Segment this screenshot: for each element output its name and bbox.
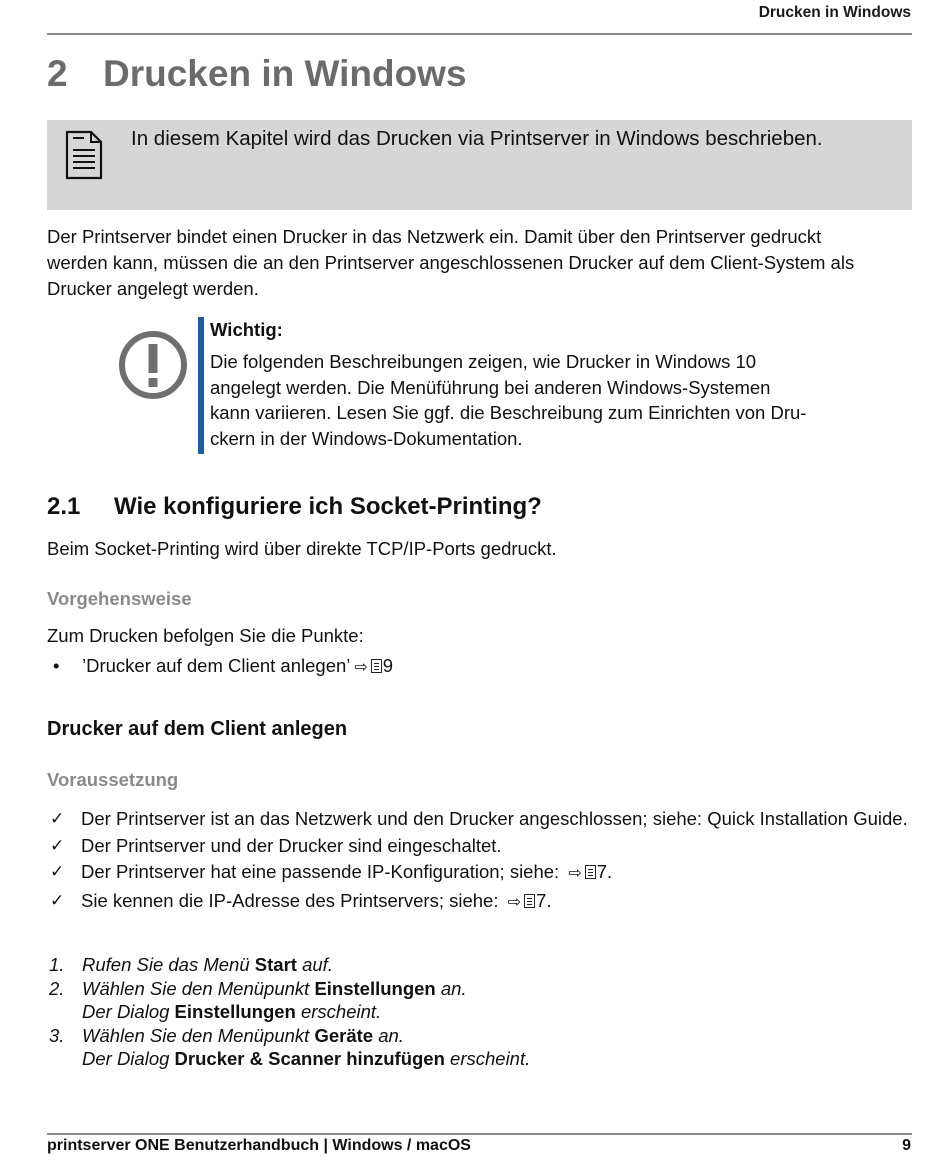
page-ref-icon	[524, 894, 535, 908]
chapter-title	[47, 53, 467, 95]
note-accent-bar	[198, 317, 204, 454]
note-line: Die folgenden Beschreibungen zeigen, wie Drucker in Windows 10	[210, 351, 757, 372]
bullet-marker: •	[53, 655, 60, 676]
intro-text: In diesem Kapitel wird das Drucken via Printserver in Windows beschrieben.	[131, 127, 823, 150]
bullet-link[interactable]: ’Drucker auf dem Client anlegen’	[82, 655, 351, 676]
step-result: Der Dialog	[82, 1048, 175, 1069]
procedure-lead: Zum Drucken befolgen Sie die Punkte:	[47, 625, 364, 646]
footer-text: printserver ONE Benutzerhandbuch | Windows / macOS	[47, 1137, 471, 1154]
note-line: kann variieren. Lesen Sie ggf. die Beschreibung zum Einrichten von Dru-	[210, 402, 807, 423]
prerequisite-text: Der Printserver ist an das Netzwerk und den Drucker angeschlossen; siehe: Quick Installation Guide.	[81, 808, 908, 829]
section-number: 2.1	[47, 493, 81, 520]
checkmark-icon: ✓	[50, 862, 65, 881]
step-text: auf.	[296, 954, 333, 975]
section-title	[47, 493, 542, 521]
step-item	[47, 977, 912, 1024]
list-item	[47, 806, 912, 832]
prerequisite-text: Der Printserver und der Drucker sind eingeschaltet.	[81, 834, 502, 856]
subsection-title: Drucker auf dem Client anlegen	[47, 718, 348, 740]
steps-list	[47, 953, 912, 1071]
page-ref-number[interactable]: 7	[596, 861, 608, 882]
header-rule	[47, 33, 912, 35]
step-result: erscheint.	[295, 1001, 382, 1022]
arrow-right-icon: ⇨	[507, 893, 522, 911]
section-title-text: Wie konfiguriere ich Socket-Printing?	[114, 493, 542, 520]
note-line: angelegt werden. Die Menüführung bei anderen Windows-Systemen	[210, 376, 771, 398]
section-intro: Beim Socket-Printing wird über direkte TCP/IP-Ports gedruckt.	[47, 538, 557, 559]
prerequisite-suffix: .	[546, 889, 552, 911]
checkmark-icon: ✓	[50, 835, 65, 855]
paragraph-line: Drucker angelegt werden.	[47, 278, 259, 299]
list-item	[47, 888, 912, 916]
ui-term: Drucker & Scanner hinzufügen	[174, 1048, 445, 1069]
prerequisites-list	[47, 806, 912, 916]
step-number: 2.	[49, 977, 65, 999]
prerequisite-text: Sie kennen die IP-Adresse des Printservers; siehe:	[81, 889, 504, 911]
arrow-right-icon: ⇨	[354, 659, 368, 676]
page-ref-icon	[585, 865, 596, 879]
procedure-heading: Vorgehensweise	[47, 588, 192, 609]
step-text: Wählen Sie den Menüpunkt	[82, 1024, 315, 1046]
ui-term: Einstellungen	[174, 1001, 296, 1022]
ui-term: Start	[254, 954, 297, 975]
note-line: ckern in der Windows-Dokumentation.	[210, 427, 523, 449]
step-text: an.	[373, 1024, 404, 1046]
checkmark-icon: ✓	[50, 809, 65, 828]
ui-term: Geräte	[314, 1024, 374, 1046]
step-item	[47, 953, 912, 977]
note-title: Wichtig:	[210, 319, 283, 340]
exclamation-icon	[118, 330, 188, 400]
step-text: Rufen Sie das Menü	[82, 954, 255, 975]
list-item	[47, 859, 912, 887]
footer-rule	[47, 1133, 912, 1135]
chapter-number: 2	[47, 53, 68, 94]
page-ref-number[interactable]: 9	[382, 655, 394, 676]
intro-paragraph	[47, 224, 854, 302]
prerequisite-suffix: .	[607, 861, 613, 882]
step-text: an.	[435, 977, 467, 999]
step-number: 1.	[49, 954, 65, 975]
checkmark-icon: ✓	[50, 890, 65, 910]
arrow-right-icon: ⇨	[568, 865, 582, 882]
ui-term: Einstellungen	[314, 977, 436, 999]
intro-box	[47, 120, 912, 210]
step-result: erscheint.	[444, 1048, 531, 1069]
page-ref-number[interactable]: 7	[536, 889, 547, 911]
procedure-bullet	[47, 655, 393, 677]
page-ref-icon	[371, 659, 382, 673]
step-result: Der Dialog	[82, 1001, 175, 1022]
list-item	[47, 833, 912, 859]
step-number: 3.	[49, 1024, 65, 1046]
step-item	[47, 1024, 912, 1071]
paragraph-line: Der Printserver bindet einen Drucker in das Netzwerk ein. Damit über den Printserver gedruckt	[47, 226, 822, 247]
prerequisites-heading: Voraussetzung	[47, 769, 179, 790]
chapter-title-text: Drucken in Windows	[103, 53, 467, 94]
paragraph-line: werden kann, müssen die an den Printserver angeschlossenen Drucker auf dem Client-System als	[47, 252, 855, 273]
step-text: Wählen Sie den Menüpunkt	[82, 977, 315, 999]
document-icon	[64, 130, 104, 180]
running-header: Drucken in Windows	[758, 4, 911, 21]
note-body	[210, 349, 806, 451]
prerequisite-text: Der Printserver hat eine passende IP-Konfiguration; siehe:	[81, 861, 565, 882]
page-number: 9	[902, 1137, 911, 1154]
